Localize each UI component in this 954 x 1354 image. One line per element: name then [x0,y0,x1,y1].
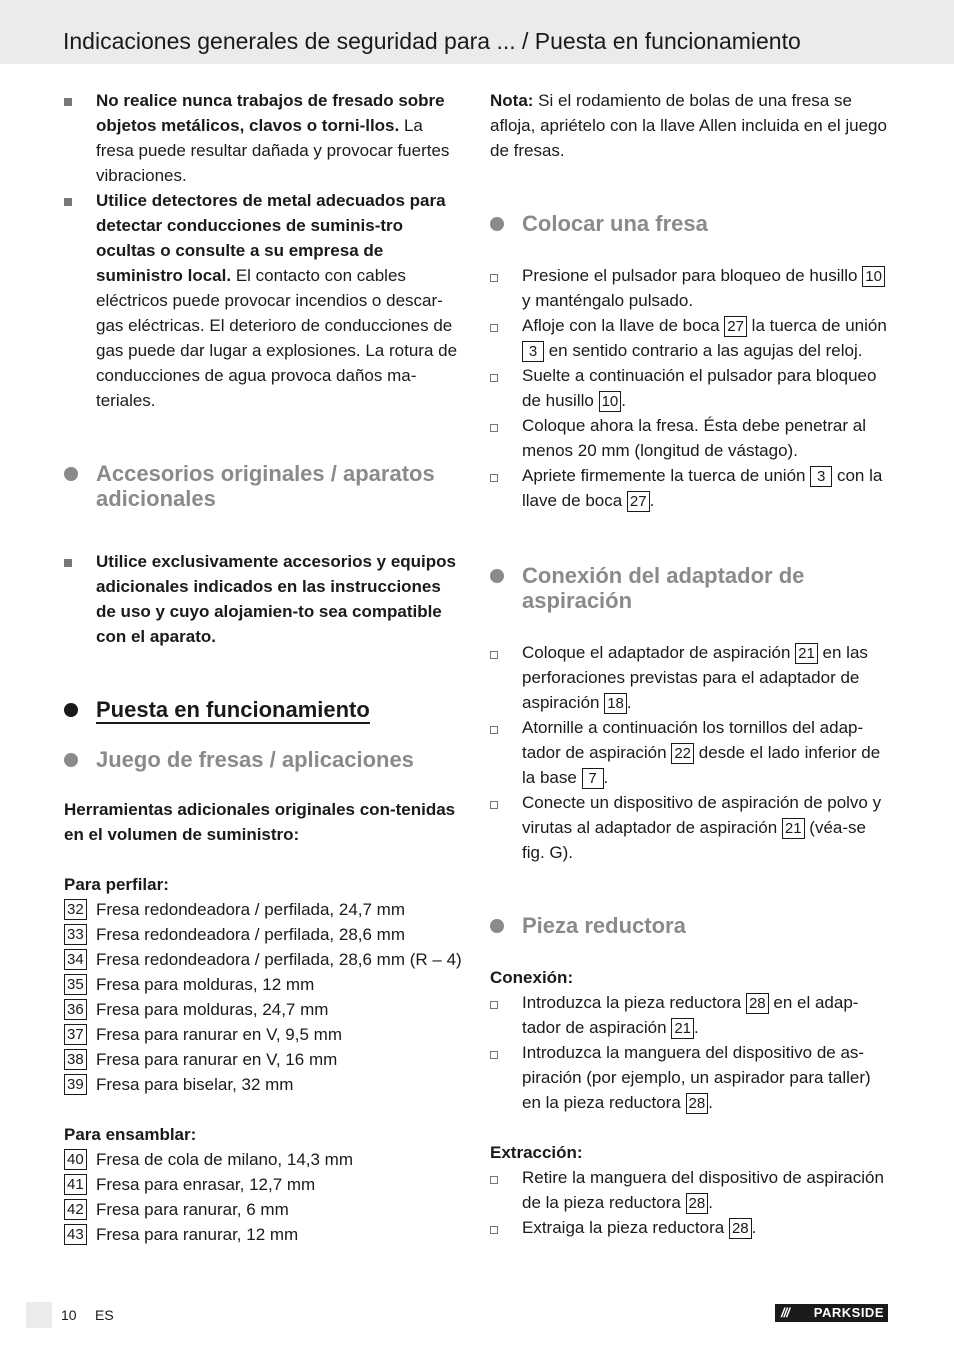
step-text: la tuerca de unión [746,316,887,335]
step-text: en las perforaciones previstas para el adaptador de aspiración [522,643,868,712]
step-text: Suelte a continuación el pulsador para bloqueo de husillo [522,366,877,410]
tool-name: Fresa para ranurar, 6 mm [96,1200,289,1219]
checkbox-bullet-icon [490,424,498,432]
checkbox-bullet-icon [490,474,498,482]
bullet-dot-icon [490,919,504,933]
warning-bold-text: Utilice exclusivamente accesorios y equipos adicionales indicados en las instrucciones de uso y cuyo alojamien-to sea compatible con el aparato. [96,552,456,646]
part-number: 39 [64,1074,87,1095]
checkbox-bullet-icon [490,324,498,332]
step-text: en sentido contrario a las agujas del reloj. [544,341,863,360]
checkbox-bullet-icon [490,1051,498,1059]
tool-item [64,922,464,947]
heading-accesorios [64,461,464,511]
part-number: 28 [746,993,769,1014]
step-conexion-1 [490,640,890,715]
step-text: . [649,491,655,510]
tool-item [64,1222,464,1247]
heading-text: Pieza reductora [522,913,686,938]
heading-conexion [490,563,890,613]
tool-item [64,897,464,922]
part-number: 38 [64,1049,87,1070]
warning-text: El contacto con cables eléctricos puede provocar incendios o descar-gas eléctricas. El deterioro de conducciones de gas puede dar lugar a explosiones. La rotura de conducciones de agua provoca daños ma-teriales. [96,266,458,410]
checkbox-bullet-icon [490,274,498,282]
part-number: 27 [627,491,650,512]
part-number: 41 [64,1174,87,1195]
nota-label: Nota: [490,91,534,110]
step-text: Introduzca la manguera del dispositivo de as-piración (por ejemplo, un aspirador para taller) en la pieza reductora [522,1043,871,1112]
tool-name: Fresa de cola de milano, 14,3 mm [96,1150,354,1169]
square-bullet-icon [64,98,72,106]
tool-name: Fresa para biselar, 32 mm [96,1075,294,1094]
checkbox-bullet-icon [490,651,498,659]
part-number: 43 [64,1224,87,1245]
heading-text: Colocar una fresa [522,211,708,236]
tool-name: Fresa para molduras, 24,7 mm [96,1000,329,1019]
ensamblar-list [64,1147,464,1247]
herramientas-text: Herramientas adicionales originales con-tenidas en el volumen de suministro: [64,800,456,844]
logo-stripes-icon: /// [781,1305,789,1320]
part-number: 21 [795,643,818,664]
tool-name: Fresa para ranurar, 12 mm [96,1225,299,1244]
heading-text: Juego de fresas / aplicaciones [96,747,414,772]
warning-metal-objects [64,88,464,188]
part-number: 3 [522,341,544,362]
tool-item [64,947,464,972]
bullet-dot-icon [490,569,504,583]
step-text: con la llave de boca [522,466,883,510]
tool-name: Fresa para ranurar en V, 16 mm [96,1050,338,1069]
bullet-dot-icon [490,217,504,231]
step-colocar-5 [490,463,890,513]
page-number: 10 [61,1307,77,1323]
extraccion-label: Extracción: [490,1143,583,1162]
tool-name: Fresa para enrasar, 12,7 mm [96,1175,316,1194]
para-ensamblar-label: Para ensamblar: [64,1125,197,1144]
step-text: desde el lado inferior de la base [522,743,881,787]
step-text: . [694,1018,699,1037]
bullet-dot-icon [64,703,78,717]
bullet-dot-icon [64,467,78,481]
part-number: 28 [686,1193,709,1214]
square-bullet-icon [64,198,72,206]
step-colocar-4 [490,413,890,463]
heading-text: Accesorios originales / aparatos adicionales [96,461,435,511]
tool-name: Fresa para ranurar en V, 9,5 mm [96,1025,342,1044]
page-marker [26,1302,52,1328]
tool-name: Fresa redondeadora / perfilada, 24,7 mm [96,900,406,919]
step-conexion-2 [490,715,890,790]
page-title: Indicaciones generales de seguridad para ... / Puesta en funcionamiento [63,28,801,54]
part-number: 33 [64,924,87,945]
square-bullet-icon [64,559,72,567]
step-text: (véa-se fig. G). [522,818,866,862]
language-code: ES [95,1307,114,1323]
tool-name: Fresa para molduras, 12 mm [96,975,315,994]
nota-text: Si el rodamiento de bolas de una fresa se afloja, apriételo con la llave Allen incluida en el juego de fresas. [490,91,887,160]
brand-name: PARKSIDE [813,1305,884,1320]
part-number: 18 [604,693,627,714]
part-number: 21 [782,818,805,839]
warning-accessories [64,549,464,649]
heading-text: Puesta en funcionamiento [96,697,370,722]
checkbox-bullet-icon [490,1176,498,1184]
step-colocar-3 [490,363,890,413]
part-number: 27 [724,316,747,337]
step-text: Coloque ahora la fresa. Ésta debe penetrar al menos 20 mm (longitud de vástago). [522,416,867,460]
tool-item [64,1072,464,1097]
step-text: . [626,693,632,712]
step-colocar-2 [490,313,890,363]
part-number: 3 [810,466,832,487]
step-text: Atornille a continuación los tornillos del adap-tador de aspiración [522,718,864,762]
checkbox-bullet-icon [490,1001,498,1009]
part-number: 28 [686,1093,709,1114]
tool-name: Fresa redondeadora / perfilada, 28,6 mm (R – 4) [96,950,462,969]
tool-item [64,972,464,997]
nota-paragraph [490,88,890,163]
tool-item [64,997,464,1022]
tool-item [64,1022,464,1047]
heading-puesta [64,697,464,722]
checkbox-bullet-icon [490,374,498,382]
warning-text: La fresa puede resultar dañada y provocar fuertes vibraciones. [96,116,450,185]
step-text: Apriete firmemente la tuerca de unión [522,466,811,485]
part-number: 21 [671,1018,694,1039]
part-number: 32 [64,899,87,920]
left-column [64,88,464,1247]
step-text: Presione el pulsador para bloqueo de husillo [522,266,863,285]
heading-juego [64,747,464,772]
step-text: Retire la manguera del dispositivo de aspiración de la pieza reductora [522,1168,884,1212]
step-text: y manténgalo pulsado. [522,291,694,310]
part-number: 36 [64,999,87,1020]
checkbox-bullet-icon [490,726,498,734]
step-colocar-1 [490,263,890,313]
part-number: 35 [64,974,87,995]
step-text: en el adap-tador de aspiración [522,993,859,1037]
step-extraccion-2 [490,1215,890,1240]
part-number: 40 [64,1149,87,1170]
part-number: 28 [729,1218,752,1239]
step-text: . [621,391,626,410]
checkbox-bullet-icon [490,801,498,809]
step-text: Extraiga la pieza reductora [522,1218,729,1237]
part-number: 22 [671,743,694,764]
bullet-dot-icon [64,753,78,767]
heading-text: Conexión del adaptador de aspiración [522,563,805,613]
part-number: 42 [64,1199,87,1220]
heading-pieza [490,913,890,938]
page-header [0,0,954,64]
step-conexion-3 [490,790,890,865]
step-text: . [708,1193,713,1212]
tool-name: Fresa redondeadora / perfilada, 28,6 mm [96,925,406,944]
para-perfilar-label: Para perfilar: [64,875,169,894]
warning-metal-detectors [64,188,464,413]
right-column [490,88,890,1240]
warning-bold-text: No realice nunca trabajos de fresado sobre objetos metálicos, clavos o torni-llos. [96,91,445,135]
step-text: Coloque el adaptador de aspiración [522,643,796,662]
parkside-logo [775,1304,888,1322]
part-number: 10 [862,266,885,287]
part-number: 37 [64,1024,87,1045]
heading-colocar [490,211,890,236]
tool-item [64,1047,464,1072]
step-text: . [603,768,609,787]
step-text: Afloje con la llave de boca [522,316,725,335]
step-text: . [708,1093,713,1112]
step-text: . [751,1218,757,1237]
part-number: 7 [582,768,604,789]
conexion-label: Conexión: [490,968,574,987]
step-text: Conecte un dispositivo de aspiración de polvo y virutas al adaptador de aspiración [522,793,882,837]
step-text: Introduzca la pieza reductora [522,993,746,1012]
step-pieza-2 [490,1040,890,1115]
part-number: 10 [599,391,622,412]
tool-item [64,1172,464,1197]
checkbox-bullet-icon [490,1226,498,1234]
step-pieza-1 [490,990,890,1040]
part-number: 34 [64,949,87,970]
tool-item [64,1147,464,1172]
warning-bold-text: Utilice detectores de metal adecuados para detectar conducciones de suminis-tro ocultas o consulte a su empresa de suministro local. [96,191,446,285]
tool-item [64,1197,464,1222]
step-extraccion-1 [490,1165,890,1215]
perfilar-list [64,897,464,1097]
